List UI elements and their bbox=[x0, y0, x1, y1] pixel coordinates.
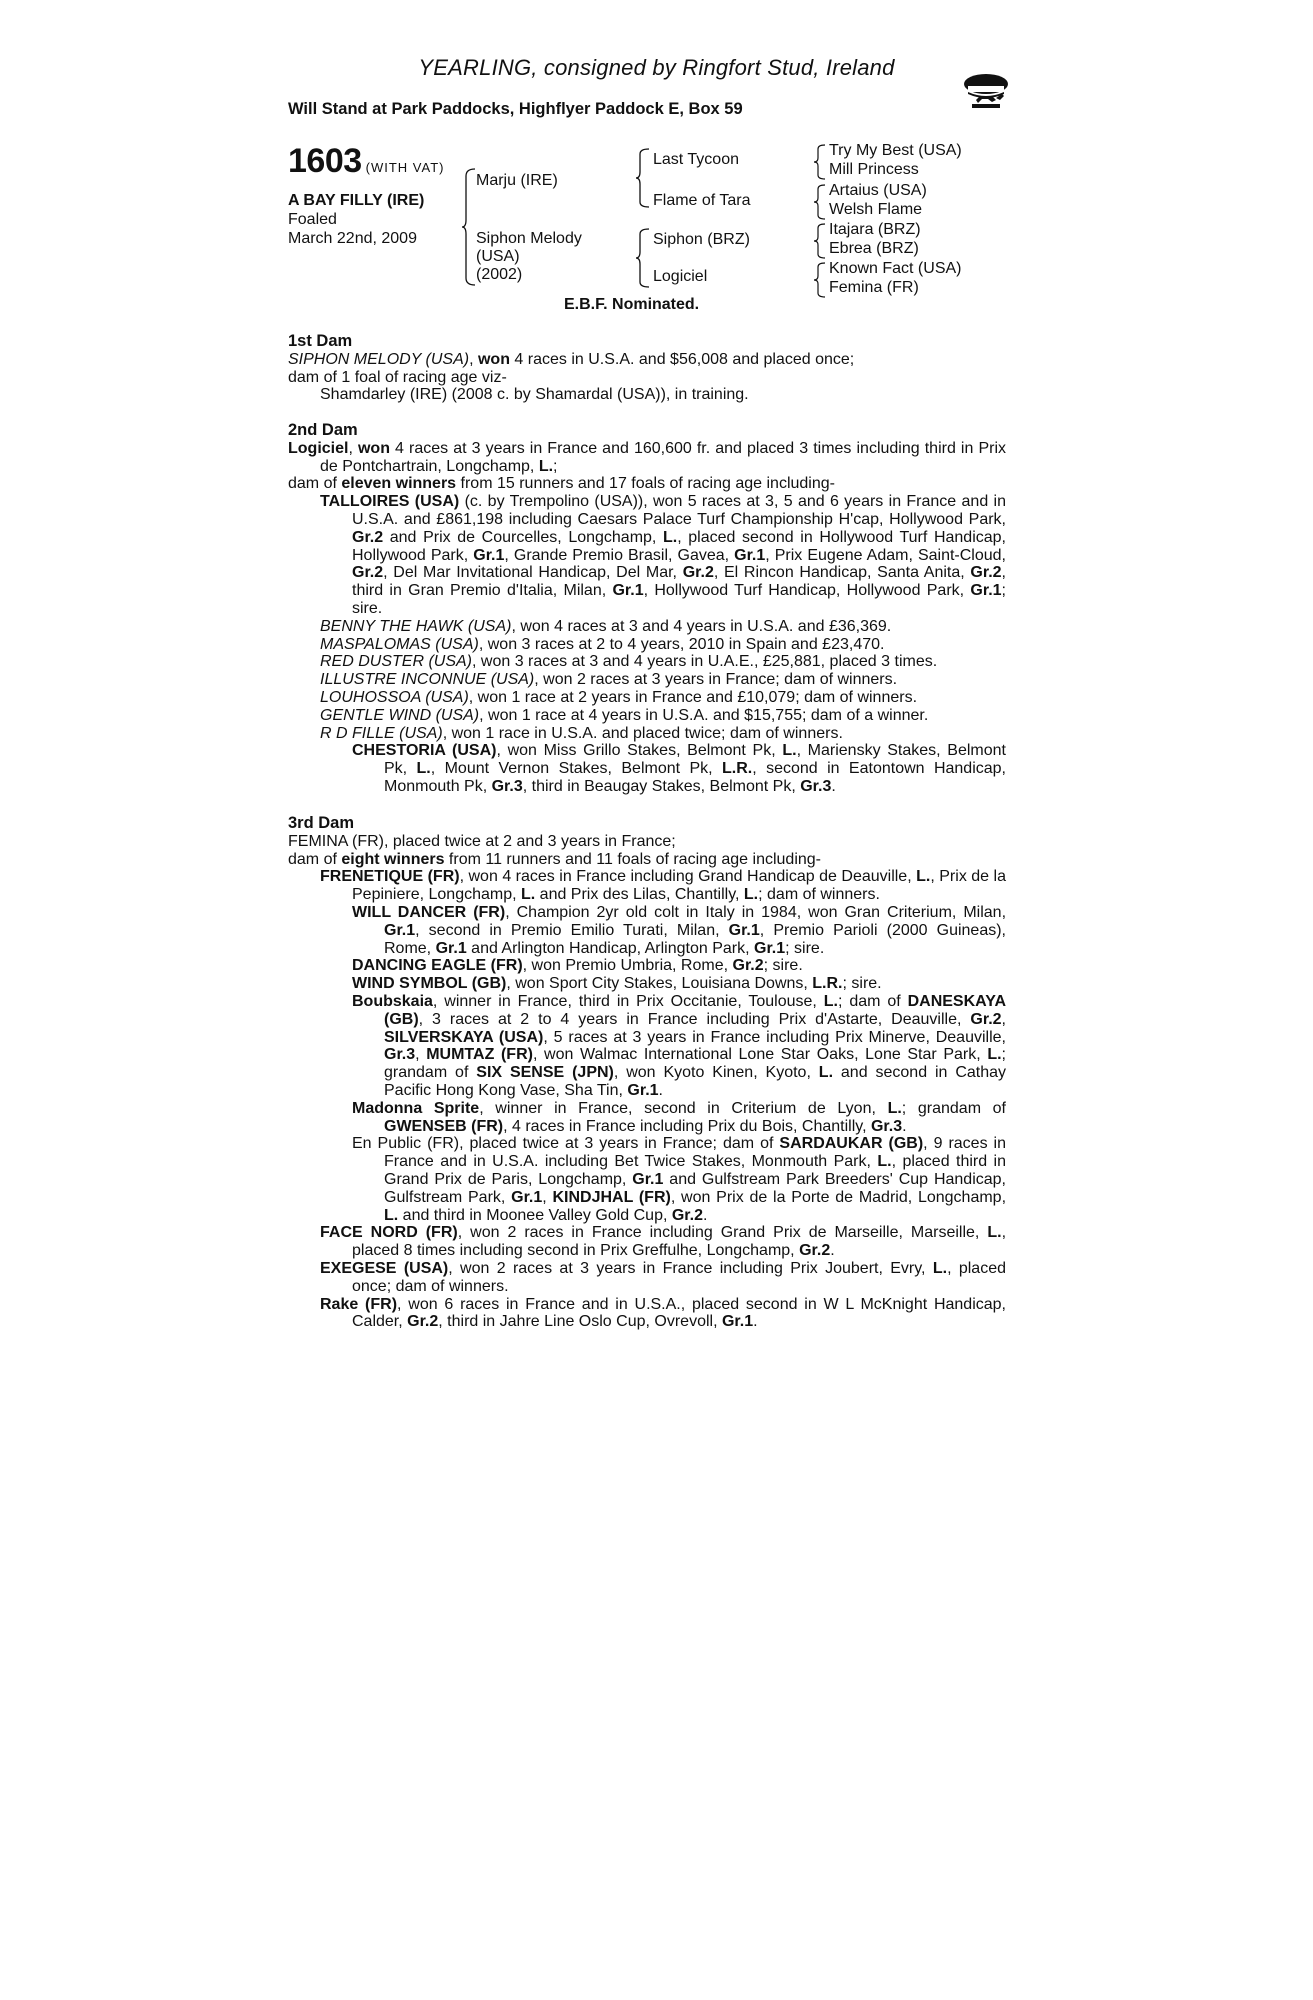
text: , Prix de la Pepiniere, Longchamp, bbox=[352, 868, 1007, 904]
stand-location: Will Stand at Park Paddocks, Highflyer Paddock E, Box 59 bbox=[288, 100, 743, 118]
pedigree-dam-sire: Siphon (BRZ) bbox=[653, 231, 750, 248]
text: , won 1 race at 4 years in U.S.A. and $15,755; dam of a winner. bbox=[479, 706, 929, 724]
text: , won 1 race in U.S.A. and placed twice; dam of winners. bbox=[442, 724, 843, 742]
pedigree-brace-dam bbox=[636, 228, 650, 288]
pedigree-brace-ds bbox=[814, 223, 826, 259]
listed: L. bbox=[916, 868, 931, 886]
horse-logo-icon bbox=[962, 70, 1010, 110]
grade: Gr.1 bbox=[728, 921, 760, 939]
grade: Gr.1 bbox=[632, 1170, 664, 1188]
pedigree-dss: Itajara (BRZ) bbox=[829, 221, 921, 238]
foaled-date: March 22nd, 2009 bbox=[288, 230, 417, 247]
text: , 3 races at 2 to 4 years in France including Prix d'Astarte, Deauville, bbox=[418, 1010, 971, 1028]
text: , won 1 race at 2 years in France and £10,079; dam of winners. bbox=[468, 688, 918, 706]
horse-name: MUMTAZ (FR) bbox=[426, 1046, 533, 1064]
text: 4 races at 3 years in France and 160,600 fr. and placed 3 times including third in Prix de Pontchartrain, Longchamp, bbox=[320, 439, 1006, 475]
grade: Gr.2 bbox=[671, 1206, 703, 1224]
third-dam-heading: 3rd Dam bbox=[288, 814, 355, 832]
pedigree-brace-sire bbox=[636, 148, 650, 208]
pedigree-sss: Try My Best (USA) bbox=[829, 142, 962, 159]
text: , 4 races in France including Prix du Bois, Chantilly, bbox=[503, 1117, 871, 1135]
text: . bbox=[902, 1117, 907, 1135]
listed: L. bbox=[416, 760, 431, 778]
text: , won 3 races at 3 and 4 years in U.A.E., £25,881, placed 3 times. bbox=[472, 653, 938, 671]
text: , second in Premio Emilio Turati, Milan, bbox=[415, 921, 729, 939]
listed: L.R. bbox=[812, 975, 843, 993]
pedigree-brace-ss bbox=[814, 144, 826, 180]
horse-name: A BAY FILLY (IRE) bbox=[288, 192, 425, 209]
ebf-nominated: E.B.F. Nominated. bbox=[564, 296, 700, 313]
produce-face-nord bbox=[288, 1224, 1006, 1260]
grade: Gr.2 bbox=[682, 564, 714, 582]
lot-number: 1603 bbox=[288, 142, 362, 180]
grade: Gr.2 bbox=[732, 957, 764, 975]
text: , placed once; dam of winners. bbox=[352, 1259, 1006, 1295]
horse-name: Madonna Sprite bbox=[352, 1099, 480, 1117]
horse-name: DANCING EAGLE (FR) bbox=[352, 957, 523, 975]
listed: L. bbox=[818, 1064, 834, 1082]
text: , Hollywood Turf Handicap, Hollywood Park, bbox=[643, 582, 971, 600]
text: and third in Moonee Valley Gold Cup, bbox=[398, 1206, 672, 1224]
pedigree-brace-main bbox=[462, 168, 476, 286]
text: , Grande Premio Brasil, Gavea, bbox=[504, 546, 735, 564]
listed: L. bbox=[887, 1099, 902, 1117]
text: ; sire. bbox=[763, 957, 803, 975]
text: , won 2 races in France including Grand Prix de Marseille, Marseille, bbox=[457, 1224, 988, 1242]
text: . bbox=[658, 1081, 663, 1099]
text: from 15 runners and 17 foals of racing age including- bbox=[456, 475, 835, 493]
horse-name: TALLOIRES (USA) bbox=[320, 493, 460, 511]
pedigree-sds: Artaius (USA) bbox=[829, 182, 927, 199]
text: , won 2 races at 3 years in France; dam of winners. bbox=[534, 671, 898, 689]
produce-gentle-wind bbox=[288, 707, 1006, 725]
pedigree-dsd: Ebrea (BRZ) bbox=[829, 240, 919, 257]
text: , won 2 races at 3 years in France including Prix Joubert, Evry, bbox=[448, 1259, 933, 1277]
text: . bbox=[753, 1313, 758, 1331]
pedigree-dam-line2: (USA) bbox=[476, 248, 520, 265]
listed: L. bbox=[743, 886, 759, 904]
text: . bbox=[830, 1242, 835, 1260]
horse-name: RED DUSTER (USA) bbox=[320, 653, 473, 671]
horse-name: EXEGESE (USA) bbox=[320, 1259, 449, 1277]
listed: L. bbox=[521, 886, 536, 904]
grade: Gr.3 bbox=[384, 1046, 416, 1064]
text: , Prix Eugene Adam, Saint-Cloud, bbox=[765, 546, 1006, 564]
second-dam-section: 2nd Dam Logiciel, won 4 races at 3 years in France and 160,600 fr. and placed 3 times including third in Prix de Pontchartrain, Longchamp, L.; dam of eleven winners from 15 runners and 17 foals of racing age including- TALLOIRES (USA) (c. by Trempolino (USA)), won 5 races at 3, 5 and 6 years in France and in U.S.A. and £861,198 including Caesars Palace Turf Championship H'cap, Hollywood Park, Gr.2 and Prix de Courcelles, Longchamp, L., placed second in Hollywood Turf Handicap, Hollywood Park, Gr.1, Grande Premio Brasil, Gavea, Gr.1, Prix Eugene Adam, Saint-Cloud, Gr.2, Del Mar Invitational Handicap, Del Mar, Gr.2, El Rincon Handicap, Santa Anita, Gr.2, third in Gran Premio d'Italia, Milan, Gr.1, Hollywood Turf Handicap, Hollywood Park, Gr.1; sire. BENNY THE HAWK (USA), won 4 races at 3 and 4 years in U.S.A. and £36,369. MASPALOMAS (USA), won 3 races at 2 to 4 years, 2010 in Spain and £23,470. RED DUSTER (USA), won 3 races at 3 and 4 years in U.A.E., £25,881, placed 3 times. ILLUSTRE INCONNUE (USA), won 2 races at 3 years in France; dam of winners. LOUHOSSOA (USA), won 1 race at 2 years in France and £10,079; dam of winners. GENTLE WIND (USA), won 1 race at 4 years in U.S.A. and $15,755; dam of a winner. R D FILLE (USA), won 1 race in U.S.A. and placed twice; dam of winners. CHESTORIA (USA), won Miss Grillo Stakes, Belmont Pk, L., Mariensky Stakes, Belmont Pk, L., Mount Vernon Stakes, Belmont Pk, L.R., second in Eatontown Handicap, Monmouth Pk, Gr.3, third in Beaugay Stakes, Belmont Pk, Gr.3. bbox=[288, 421, 1007, 795]
text: , Premio Parioli (2000 Guineas), Rome, bbox=[384, 921, 1007, 957]
text: , 5 races at 3 years in France including Prix Minerve, Deauville, bbox=[543, 1028, 1006, 1046]
produce-boubskaia: Boubskaia, winner in France, third in Prix Occitanie, Toulouse, L.; dam of DANESKAYA (GB), 3 races at 2 to 4 years in France including Prix d'Astarte, Deauville, Gr.2, SILVERSKAYA (USA), 5 races at 3 years in France including Prix Minerve, Deauville, Gr.3, MUMTAZ (FR), won Walmac International Lone Star Oaks, Lone Star Park, L.; grandam of SIX SENSE (JPN), won Kyoto Kinen, Kyoto, L. and second in Cathay Pacific Hong Kong Vase, Sha Tin, Gr.1. bbox=[352, 992, 1007, 1099]
grade: Gr.2 bbox=[352, 564, 384, 582]
pedigree-sire: Marju (IRE) bbox=[476, 172, 558, 189]
lot-number-block bbox=[288, 142, 444, 181]
text: , Del Mar Invitational Handicap, Del Mar, bbox=[383, 564, 683, 582]
text: , 9 races in France and in U.S.A. including Bet Twice Stakes, Monmouth Park, bbox=[384, 1135, 1006, 1171]
grade: Gr.2 bbox=[407, 1313, 439, 1331]
text: and Prix de Courcelles, Longchamp, bbox=[383, 528, 663, 546]
grade: Gr.1 bbox=[473, 546, 505, 564]
text: , won Kyoto Kinen, Kyoto, bbox=[613, 1064, 819, 1082]
grade: Gr.2 bbox=[970, 1010, 1002, 1028]
listed: L. bbox=[987, 1046, 1002, 1064]
horse-name: CHESTORIA (USA) bbox=[352, 742, 497, 760]
produce-red-duster bbox=[288, 653, 1006, 671]
grade: Gr.1 bbox=[970, 582, 1002, 600]
text: , won 6 races in France and in U.S.A., placed second in W L McKnight Handicap, Calder, bbox=[352, 1295, 1007, 1331]
text: , third in Beaugay Stakes, Belmont Pk, bbox=[522, 777, 801, 795]
grade: Gr.3 bbox=[870, 1117, 903, 1135]
horse-name: ILLUSTRE INCONNUE (USA) bbox=[320, 671, 535, 689]
text: , winner in France, third in Prix Occitanie, Toulouse, bbox=[432, 992, 824, 1010]
text: , won 4 races in France including Grand Handicap de Deauville, bbox=[459, 868, 917, 886]
listed: L. bbox=[782, 742, 797, 760]
pedigree-sire-dam: Flame of Tara bbox=[653, 192, 751, 209]
listed: L. bbox=[932, 1259, 948, 1277]
text: , second in Eatontown Handicap, Monmouth Pk, bbox=[384, 760, 1007, 795]
pedigree-ssd: Mill Princess bbox=[829, 161, 919, 178]
text: ; grandam of bbox=[384, 1046, 1006, 1082]
pedigree-dam-dam: Logiciel bbox=[653, 268, 708, 285]
first-dam-section: 1st Dam SIPHON MELODY (USA), won 4 races in U.S.A. and $56,008 and placed once; dam of 1 foal of racing age viz- Shamdarley (IRE) (2008 c. by Shamardal (USA)), in training. bbox=[288, 333, 1006, 404]
horse-name: Boubskaia bbox=[352, 992, 433, 1010]
horse-name: FRENETIQUE (FR) bbox=[320, 868, 460, 886]
text: ; sire. bbox=[785, 939, 825, 957]
horse-name: WIND SYMBOL (GB) bbox=[352, 975, 507, 993]
produce-wind-symbol bbox=[288, 975, 1006, 993]
produce-chestoria bbox=[288, 742, 1006, 795]
grade: Gr.1 bbox=[384, 921, 416, 939]
horse-name: BENNY THE HAWK (USA) bbox=[320, 617, 512, 635]
horse-name: SILVERSKAYA (USA) bbox=[384, 1028, 544, 1046]
grade: Gr.2 bbox=[970, 564, 1002, 582]
text: , won 3 races at 2 to 4 years, 2010 in Spain and £23,470. bbox=[478, 635, 885, 653]
text: ; grandam of bbox=[901, 1099, 1007, 1117]
text: 4 races in U.S.A. and $56,008 and placed once; bbox=[509, 350, 855, 368]
grade: Gr.2 bbox=[352, 528, 384, 546]
grade: Gr.1 bbox=[435, 939, 467, 957]
text: ; dam of bbox=[837, 992, 908, 1010]
produce-maspalomas bbox=[288, 636, 1006, 654]
grade: Gr.2 bbox=[799, 1242, 831, 1260]
produce-frenetique bbox=[288, 868, 1006, 904]
horse-name: FACE NORD (FR) bbox=[320, 1224, 458, 1242]
listed: L. bbox=[384, 1206, 399, 1224]
page-title: YEARLING, consigned by Ringfort Stud, Ireland bbox=[418, 55, 895, 80]
text: , third in Gran Premio d'Italia, Milan, bbox=[352, 564, 1006, 600]
winners-count: eight winners bbox=[341, 850, 445, 868]
grade: Gr.1 bbox=[627, 1081, 659, 1099]
listed: L.R. bbox=[722, 760, 753, 778]
pedigree-dds: Known Fact (USA) bbox=[829, 260, 962, 277]
text: and Gulfstream Park Breeders' Cup Handicap, Gulfstream Park, bbox=[384, 1170, 1006, 1206]
text: , won Walmac International Lone Star Oaks, Lone Star Park, bbox=[532, 1046, 988, 1064]
horse-description bbox=[288, 191, 424, 248]
produce-will-dancer bbox=[288, 904, 1006, 957]
horse-name: GWENSEB (FR) bbox=[384, 1117, 504, 1135]
horse-name: SIX SENSE (JPN) bbox=[476, 1064, 614, 1082]
pedigree-sdd: Welsh Flame bbox=[829, 201, 923, 218]
text: , winner in France, second in Criterium de Lyon, bbox=[479, 1099, 888, 1117]
grade: Gr.1 bbox=[721, 1313, 754, 1331]
produce-louhossoa bbox=[288, 689, 1006, 707]
grade: Gr.1 bbox=[754, 939, 786, 957]
second-dam-heading: 2nd Dam bbox=[288, 421, 358, 439]
horse-name: R D FILLE (USA) bbox=[320, 724, 443, 742]
produce-talloires bbox=[288, 493, 1006, 618]
pedigree-dam-line3: (2002) bbox=[476, 266, 523, 283]
text: . bbox=[831, 777, 836, 795]
horse-name: SARDAUKAR (GB) bbox=[779, 1135, 924, 1153]
grade: Gr.3 bbox=[491, 777, 523, 795]
text: dam of bbox=[288, 850, 342, 868]
pedigree-dam-line1: Siphon Melody bbox=[476, 230, 582, 247]
produce-benny bbox=[288, 618, 1006, 636]
horse-name: DANESKAYA (GB) bbox=[384, 992, 1006, 1028]
text: and Prix des Lilas, Chantilly, bbox=[535, 886, 744, 904]
won-label: won bbox=[477, 350, 510, 368]
horse-name: WILL DANCER (FR) bbox=[352, 903, 506, 921]
listed: L. bbox=[538, 457, 554, 475]
text: ; sire. bbox=[842, 975, 882, 993]
text: ; bbox=[553, 457, 558, 475]
horse-name: LOUHOSSOA (USA) bbox=[320, 688, 469, 706]
text: , placed 8 times including second in Prix Greffulhe, Longchamp, bbox=[352, 1224, 1007, 1260]
produce-en-public: En Public (FR), placed twice at 3 years in France; dam of SARDAUKAR (GB), 9 races in France and in U.S.A. including Bet Twice Stakes, Monmouth Park, L., placed third in Grand Prix de Paris, Longchamp, Gr.1 and Gulfstream Park Breeders' Cup Handicap, Gulfstream Park, Gr.1, KINDJHAL (FR), won Prix de la Porte de Madrid, Longchamp, L. and third in Moonee Valley Gold Cup, Gr.2. bbox=[352, 1135, 1007, 1224]
text: FEMINA (FR), placed twice at 2 and 3 years in France; bbox=[288, 832, 676, 850]
produce-line: Shamdarley (IRE) (2008 c. by Shamardal (USA)), in training. bbox=[320, 386, 749, 404]
third-dam-section bbox=[288, 815, 1006, 1331]
won-label: won bbox=[357, 439, 390, 457]
text: , Champion 2yr old colt in Italy in 1984, won Gran Criterium, Milan, bbox=[505, 903, 1007, 921]
text: ; dam of winners. bbox=[758, 886, 880, 904]
text: dam of bbox=[288, 475, 342, 493]
horse-name: MASPALOMAS (USA) bbox=[320, 635, 479, 653]
foaled-label: Foaled bbox=[288, 211, 337, 228]
listed: L. bbox=[877, 1153, 892, 1171]
produce-dancing-eagle bbox=[288, 957, 1006, 975]
text: and Arlington Handicap, Arlington Park, bbox=[466, 939, 755, 957]
text: ; sire. bbox=[352, 582, 1006, 617]
produce-madonna-sprite bbox=[288, 1100, 1006, 1136]
text: , won Prix de la Porte de Madrid, Longchamp, bbox=[670, 1188, 1007, 1206]
text: , Mariensky Stakes, Belmont Pk, bbox=[384, 742, 1006, 778]
pedigree-sire-sire: Last Tycoon bbox=[653, 151, 739, 168]
text: (c. by Trempolino (USA)), won 5 races at 3, 5 and 6 years in France and in U.S.A. and £861,198 including Caesars Palace Turf Championship H'cap, Hollywood Park, bbox=[352, 493, 1007, 528]
winners-count: eleven winners bbox=[341, 475, 457, 493]
text: , won 4 races at 3 and 4 years in U.S.A. and £36,369. bbox=[511, 617, 892, 635]
listed: L. bbox=[823, 992, 838, 1010]
dam-name: SIPHON MELODY (USA) bbox=[288, 350, 470, 368]
listed: L. bbox=[987, 1224, 1002, 1242]
text: and second in Cathay Pacific Hong Kong Vase, Sha Tin, bbox=[384, 1064, 1007, 1099]
text: , placed second in Hollywood Turf Handicap, Hollywood Park, bbox=[352, 528, 1007, 564]
horse-name: Rake (FR) bbox=[320, 1295, 398, 1313]
text: from 11 runners and 11 foals of racing age including- bbox=[444, 850, 821, 868]
text: , won Sport City Stakes, Louisiana Downs, bbox=[506, 975, 813, 993]
text: . bbox=[703, 1206, 708, 1224]
pedigree-ddd: Femina (FR) bbox=[829, 279, 919, 296]
grade: Gr.1 bbox=[511, 1188, 543, 1206]
text: , placed third in Grand Prix de Paris, Longchamp, bbox=[384, 1153, 1006, 1188]
grade: Gr.1 bbox=[612, 582, 644, 600]
horse-name: KINDJHAL (FR) bbox=[552, 1188, 671, 1206]
listed: L. bbox=[663, 528, 678, 546]
produce-exegese bbox=[288, 1260, 1006, 1296]
vat-note: (WITH VAT) bbox=[365, 160, 445, 175]
text: dam of 1 foal of racing age viz- bbox=[288, 368, 507, 386]
text: En Public (FR), placed twice at 3 years in France; dam of bbox=[352, 1135, 780, 1153]
text: , Mount Vernon Stakes, Belmont Pk, bbox=[430, 760, 722, 778]
produce-illustre bbox=[288, 671, 1006, 689]
text: , won Miss Grillo Stakes, Belmont Pk, bbox=[496, 742, 783, 760]
text: , third in Jahre Line Oslo Cup, Ovrevoll, bbox=[438, 1313, 722, 1331]
grade: Gr.1 bbox=[734, 546, 766, 564]
dam-name: Logiciel bbox=[288, 439, 349, 457]
produce-rd-fille bbox=[288, 725, 1006, 743]
produce-rake bbox=[288, 1296, 1006, 1332]
first-dam-heading: 1st Dam bbox=[288, 332, 353, 350]
text: , won Premio Umbria, Rome, bbox=[522, 957, 733, 975]
text: , El Rincon Handicap, Santa Anita, bbox=[713, 564, 971, 582]
horse-name: GENTLE WIND (USA) bbox=[320, 706, 480, 724]
pedigree-brace-dd bbox=[814, 262, 826, 298]
pedigree-brace-sd bbox=[814, 184, 826, 220]
grade: Gr.3 bbox=[800, 777, 832, 795]
